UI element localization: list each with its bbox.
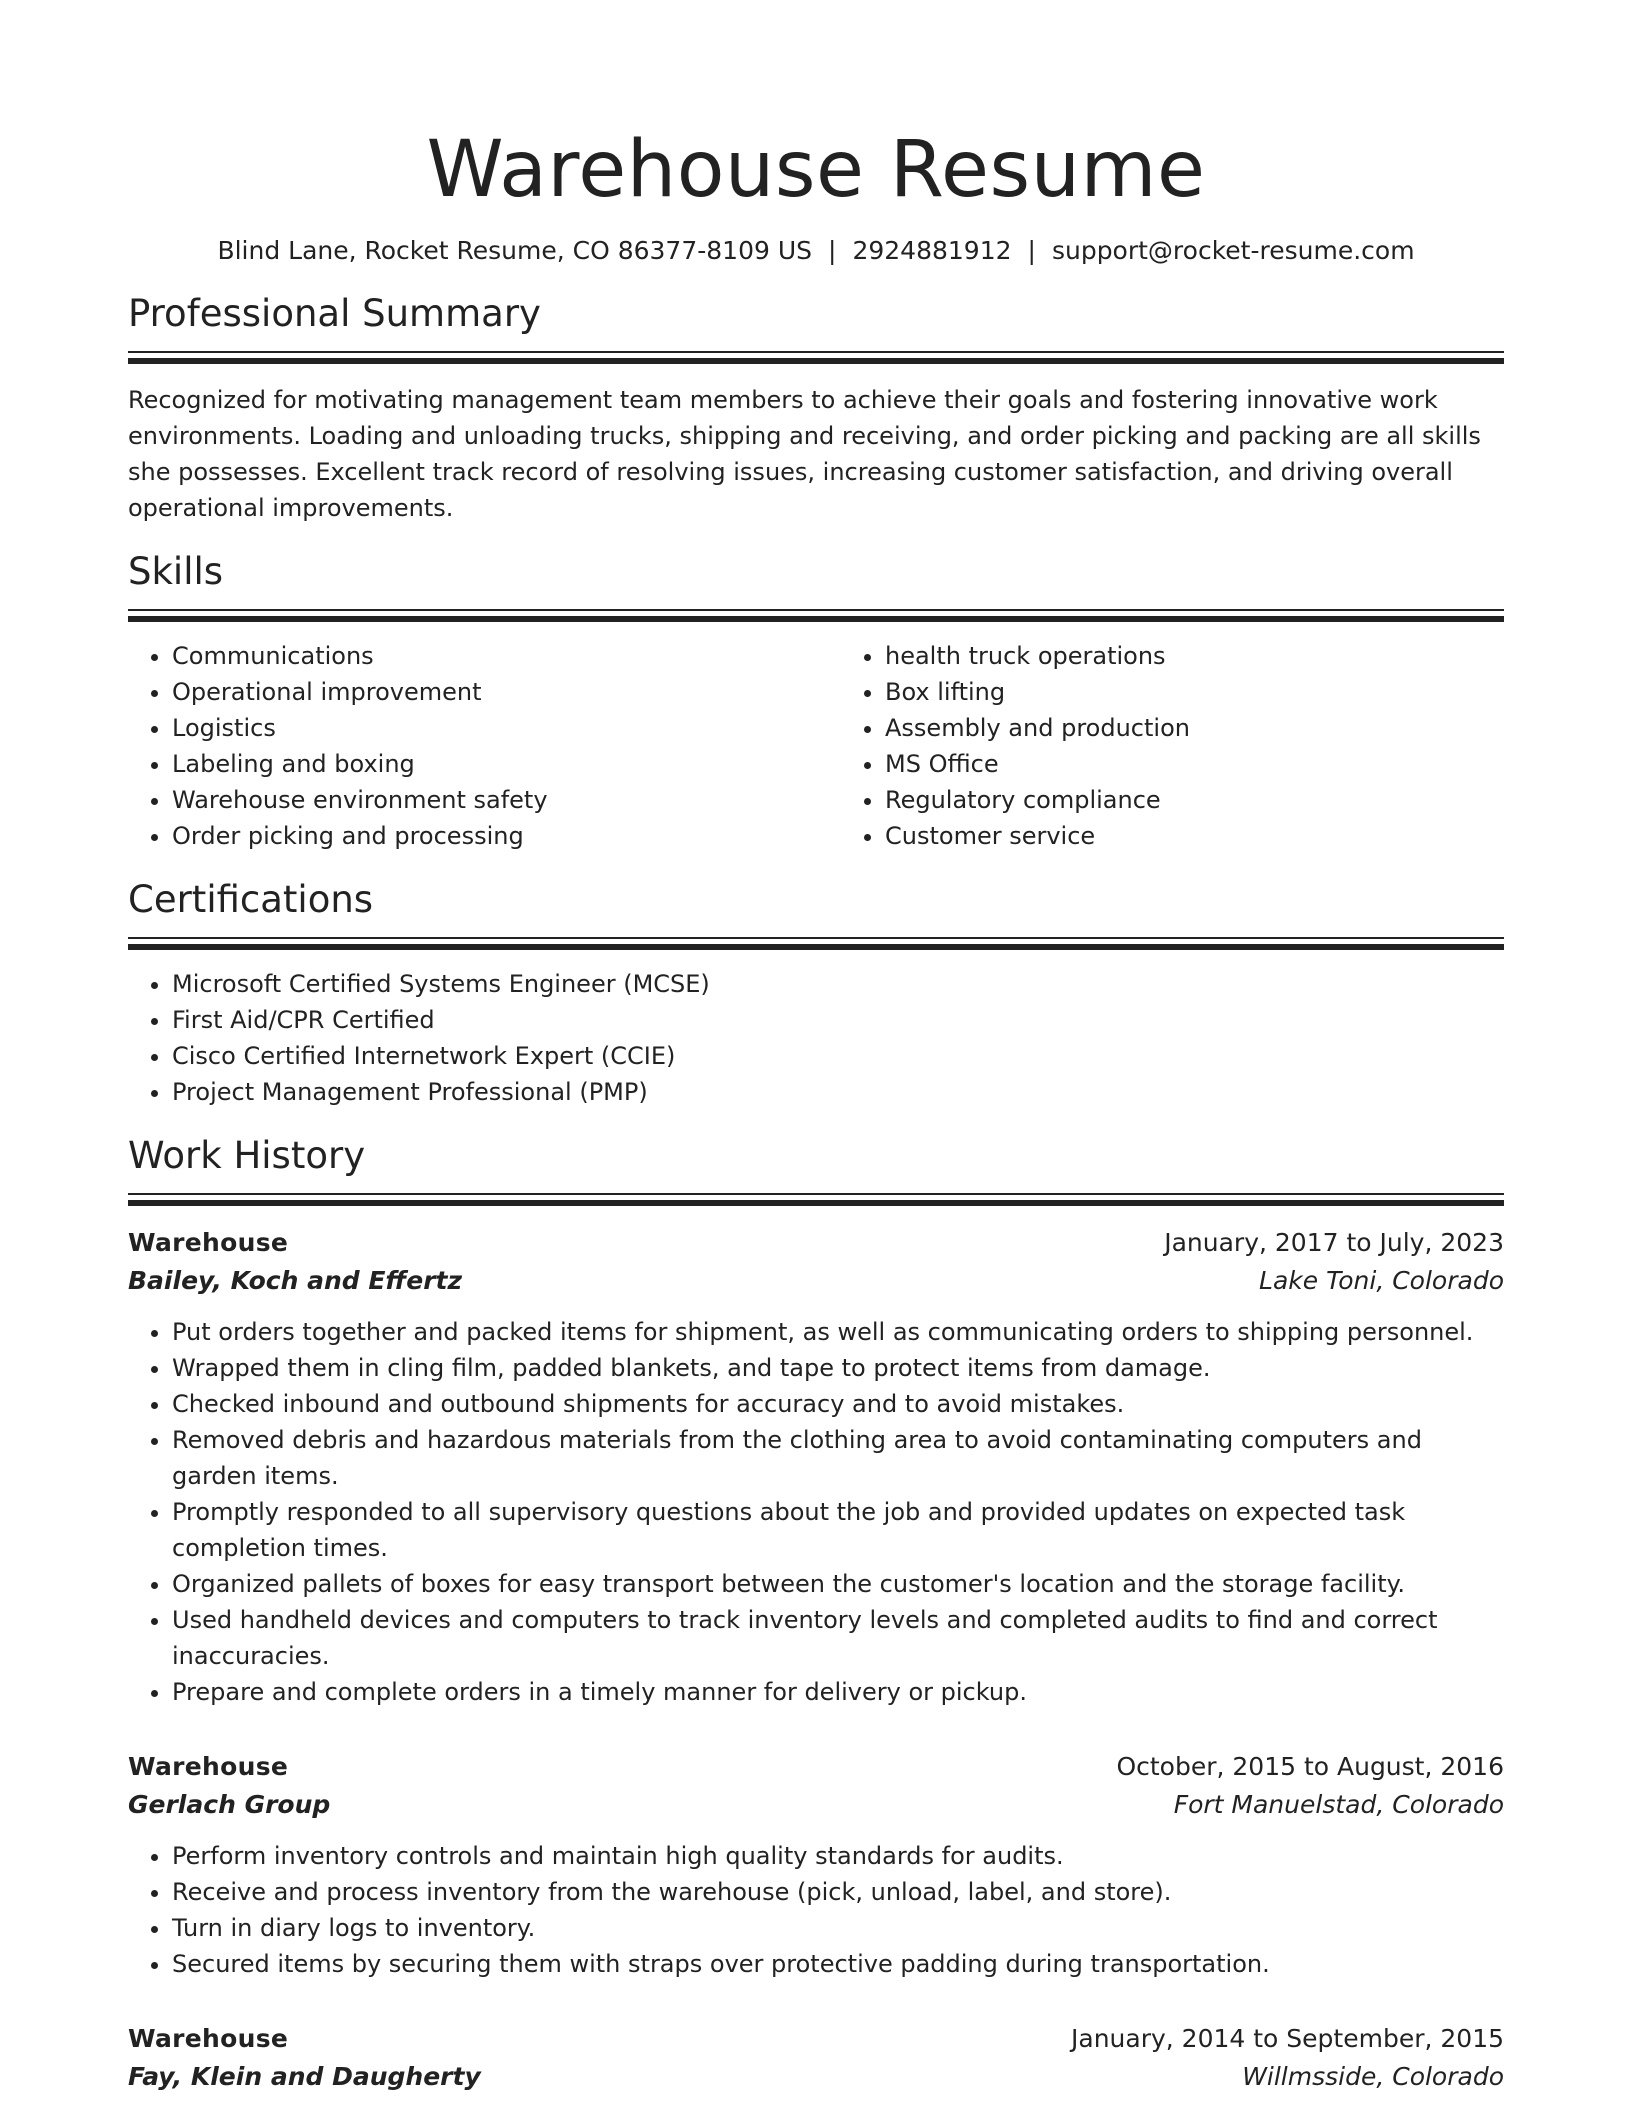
- job-duties-list: [128, 1314, 1504, 1710]
- section-divider-thick: [128, 1200, 1504, 1206]
- summary-section: [128, 290, 1504, 526]
- job-company: Fay, Klein and Daugherty: [128, 2062, 481, 2091]
- contact-email: support@rocket-resume.com: [1051, 236, 1415, 265]
- duty-item: • Turn in diary logs to inventory.: [172, 1910, 1504, 1946]
- duty-item: • Secured items by securing them with straps over protective padding during transportation.: [172, 1946, 1504, 1982]
- skill-item: • Operational improvement: [172, 674, 791, 710]
- certification-item: • Project Management Professional (PMP): [172, 1074, 1504, 1110]
- job-company-row: [128, 1262, 1504, 1300]
- duty-item: • Promptly responded to all supervisory questions about the job and provided updates on expected task completion times.: [172, 1494, 1504, 1566]
- job-title: Warehouse: [128, 2024, 289, 2053]
- skills-heading: Skills: [128, 550, 224, 593]
- duty-item: • Put orders together and packed items for shipment, as well as communicating orders to shipping personnel.: [172, 1314, 1504, 1350]
- certifications-list: [128, 966, 1504, 1110]
- job-entry: [128, 2020, 1504, 2096]
- job-company-row: [128, 2058, 1504, 2096]
- skill-item: • Labeling and boxing: [172, 746, 791, 782]
- skills-list-right: [841, 638, 1504, 854]
- duty-item: • Removed debris and hazardous materials from the clothing area to avoid contaminating computers and garden items.: [172, 1422, 1504, 1494]
- certification-item: • Cisco Certified Internetwork Expert (CCIE): [172, 1038, 1504, 1074]
- duty-item: • Perform inventory controls and maintain high quality standards for audits.: [172, 1838, 1504, 1874]
- contact-line: [128, 234, 1504, 268]
- section-divider: [128, 609, 1504, 611]
- job-header-row: [128, 2020, 1504, 2058]
- section-divider-thick: [128, 944, 1504, 950]
- summary-text: Recognized for motivating management team members to achieve their goals and fostering innovative work environments. Loading and unloading trucks, shipping and receiving, and order picking and packing are all skills she possesses. Excellent track record of resolving issues, increasing customer satisfaction, and driving overall operational improvements.: [128, 386, 1481, 522]
- contact-phone: 2924881912: [852, 236, 1012, 265]
- skill-item: • Warehouse environment safety: [172, 782, 791, 818]
- duty-item: • Organized pallets of boxes for easy transport between the customer's location and the storage facility.: [172, 1566, 1504, 1602]
- certifications-section: [128, 876, 1504, 1110]
- summary-heading: Professional Summary: [128, 292, 541, 335]
- skills-list-left: [128, 638, 791, 854]
- job-location: Lake Toni, Colorado: [1259, 1266, 1504, 1295]
- skills-section: [128, 548, 1504, 854]
- job-location: Fort Manuelstad, Colorado: [1173, 1790, 1504, 1819]
- resume-page: [128, 0, 1504, 2096]
- skill-item: • Communications: [172, 638, 791, 674]
- contact-separator: |: [828, 236, 837, 265]
- duty-item: • Receive and process inventory from the warehouse (pick, unload, label, and store).: [172, 1874, 1504, 1910]
- job-entry: [128, 1224, 1504, 1710]
- job-title: Warehouse: [128, 1752, 289, 1781]
- contact-address: Blind Lane, Rocket Resume, CO 86377-8109 US: [217, 236, 813, 265]
- job-dates: January, 2014 to September, 2015: [1071, 2024, 1504, 2053]
- section-divider-thick: [128, 358, 1504, 364]
- skill-item: • MS Office: [885, 746, 1504, 782]
- certification-item: • First Aid/CPR Certified: [172, 1002, 1504, 1038]
- work-history-heading: Work History: [128, 1134, 366, 1177]
- job-header-row: [128, 1224, 1504, 1262]
- skills-columns: [128, 638, 1504, 854]
- section-divider: [128, 351, 1504, 353]
- job-dates: October, 2015 to August, 2016: [1116, 1752, 1504, 1781]
- section-divider-thick: [128, 616, 1504, 622]
- skill-item: • health truck operations: [885, 638, 1504, 674]
- duty-item: • Prepare and complete orders in a timely manner for delivery or pickup.: [172, 1674, 1504, 1710]
- skill-item: • Regulatory compliance: [885, 782, 1504, 818]
- job-company: Gerlach Group: [128, 1790, 331, 1819]
- section-divider: [128, 1193, 1504, 1195]
- job-title: Warehouse: [128, 1228, 289, 1257]
- duty-item: • Checked inbound and outbound shipments for accuracy and to avoid mistakes.: [172, 1386, 1504, 1422]
- certifications-heading: Certifications: [128, 878, 374, 921]
- duty-item: • Wrapped them in cling film, padded blankets, and tape to protect items from damage.: [172, 1350, 1504, 1386]
- job-company: Bailey, Koch and Effertz: [128, 1266, 463, 1295]
- skill-item: • Order picking and processing: [172, 818, 791, 854]
- work-history-section: [128, 1132, 1504, 2096]
- skill-item: • Box lifting: [885, 674, 1504, 710]
- skill-item: • Logistics: [172, 710, 791, 746]
- job-location: Willmsside, Colorado: [1242, 2062, 1504, 2091]
- skill-item: • Assembly and production: [885, 710, 1504, 746]
- job-header-row: [128, 1748, 1504, 1786]
- contact-separator: |: [1027, 236, 1036, 265]
- job-dates: January, 2017 to July, 2023: [1164, 1228, 1504, 1257]
- resume-title: Warehouse Resume: [426, 125, 1206, 215]
- job-duties-list: [128, 1838, 1504, 1982]
- skill-item: • Customer service: [885, 818, 1504, 854]
- section-divider: [128, 937, 1504, 939]
- certification-item: • Microsoft Certified Systems Engineer (MCSE): [172, 966, 1504, 1002]
- job-entry: [128, 1748, 1504, 1982]
- duty-item: • Used handheld devices and computers to track inventory levels and completed audits to find and correct inaccuracies.: [172, 1602, 1504, 1674]
- job-company-row: [128, 1786, 1504, 1824]
